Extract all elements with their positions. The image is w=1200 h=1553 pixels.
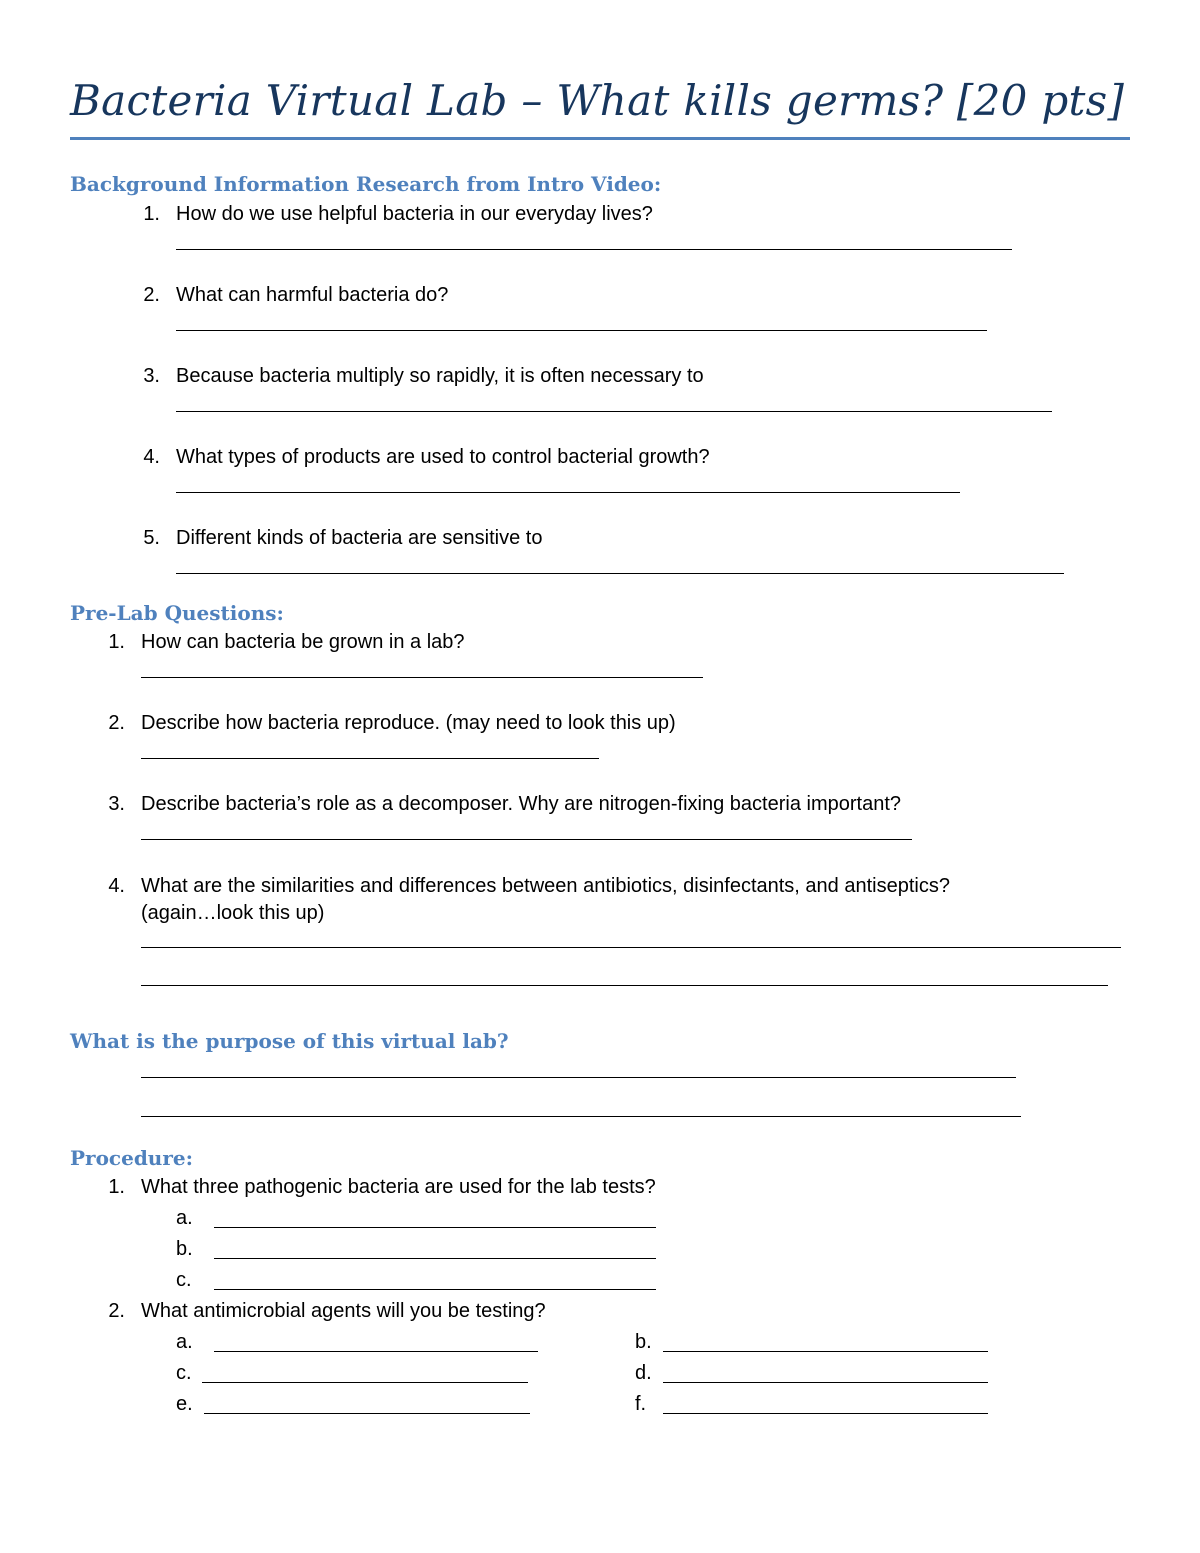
proc-q2-option-d-label: d.	[635, 1362, 652, 1384]
proc-q2-option-f-blank[interactable]	[663, 1413, 988, 1414]
proc-q1-option-a-blank[interactable]	[214, 1227, 656, 1228]
proc-q2-option-c-label: c.	[176, 1362, 192, 1384]
proc-q1-option-c-label: c.	[176, 1269, 192, 1291]
prelab-heading: Pre-Lab Questions:	[70, 601, 284, 625]
purpose-answer-line-2[interactable]	[141, 1115, 1021, 1117]
pre-q4-answer-line-1[interactable]	[141, 946, 1121, 948]
worksheet-title: Bacteria Virtual Lab – What kills germs? [20 pts]	[70, 76, 1125, 125]
bg-q1-answer-line[interactable]	[176, 248, 1012, 250]
proc-q2-option-f-label: f.	[635, 1393, 647, 1415]
proc-q1-option-b-label: b.	[176, 1238, 193, 1260]
title-underline	[70, 137, 1130, 140]
proc-q1-option-c-blank[interactable]	[214, 1289, 656, 1290]
proc-q2-option-c-blank[interactable]	[202, 1382, 528, 1383]
pre-q1-number: 1.	[108, 631, 125, 653]
proc-q2-option-d-blank[interactable]	[663, 1382, 988, 1383]
proc-q1-option-b-blank[interactable]	[214, 1258, 656, 1259]
proc-q1-option-a-label: a.	[176, 1207, 193, 1229]
pre-q2-answer-line[interactable]	[141, 757, 599, 759]
bg-q4-answer-line[interactable]	[176, 491, 960, 493]
bg-q1-number: 1.	[143, 203, 160, 225]
pre-q4-text: What are the similarities and differences between antibiotics, disinfectants, and antiseptics?	[141, 875, 950, 897]
proc-q1-text: What three pathogenic bacteria are used for the lab tests?	[141, 1176, 656, 1198]
pre-q3-text: Describe bacteria’s role as a decomposer. Why are nitrogen-fixing bacteria important?	[141, 793, 901, 815]
pre-q1-answer-line[interactable]	[141, 676, 703, 678]
proc-q2-option-e-blank[interactable]	[204, 1413, 530, 1414]
bg-q2-answer-line[interactable]	[176, 329, 987, 331]
proc-q1-number: 1.	[108, 1176, 125, 1198]
bg-q4-number: 4.	[143, 446, 160, 468]
bg-q5-answer-line[interactable]	[176, 572, 1064, 574]
bg-q5-text: Different kinds of bacteria are sensitive to	[176, 527, 543, 549]
pre-q4-answer-line-2[interactable]	[141, 984, 1108, 986]
bg-q3-number: 3.	[143, 365, 160, 387]
proc-q2-number: 2.	[108, 1300, 125, 1322]
pre-q2-text: Describe how bacteria reproduce. (may need to look this up)	[141, 712, 676, 734]
purpose-answer-line-1[interactable]	[141, 1076, 1016, 1078]
bg-q3-text: Because bacteria multiply so rapidly, it is often necessary to	[176, 365, 704, 387]
bg-q5-number: 5.	[143, 527, 160, 549]
pre-q2-number: 2.	[108, 712, 125, 734]
bg-q1-text: How do we use helpful bacteria in our everyday lives?	[176, 203, 653, 225]
background-heading: Background Information Research from Intro Video:	[70, 172, 662, 196]
proc-q2-option-b-label: b.	[635, 1331, 652, 1353]
proc-q2-option-a-blank[interactable]	[214, 1351, 538, 1352]
pre-q3-number: 3.	[108, 793, 125, 815]
proc-q2-option-a-label: a.	[176, 1331, 193, 1353]
proc-q2-option-b-blank[interactable]	[663, 1351, 988, 1352]
bg-q3-answer-line[interactable]	[176, 410, 1052, 412]
pre-q4-number: 4.	[108, 875, 125, 897]
proc-q2-text: What antimicrobial agents will you be testing?	[141, 1300, 546, 1322]
pre-q1-text: How can bacteria be grown in a lab?	[141, 631, 465, 653]
pre-q3-answer-line[interactable]	[141, 838, 912, 840]
bg-q4-text: What types of products are used to control bacterial growth?	[176, 446, 710, 468]
bg-q2-text: What can harmful bacteria do?	[176, 284, 449, 306]
pre-q4-text-continued: (again…look this up)	[141, 902, 325, 924]
bg-q2-number: 2.	[143, 284, 160, 306]
procedure-heading: Procedure:	[70, 1146, 193, 1170]
purpose-heading: What is the purpose of this virtual lab?	[70, 1029, 509, 1053]
proc-q2-option-e-label: e.	[176, 1393, 193, 1415]
